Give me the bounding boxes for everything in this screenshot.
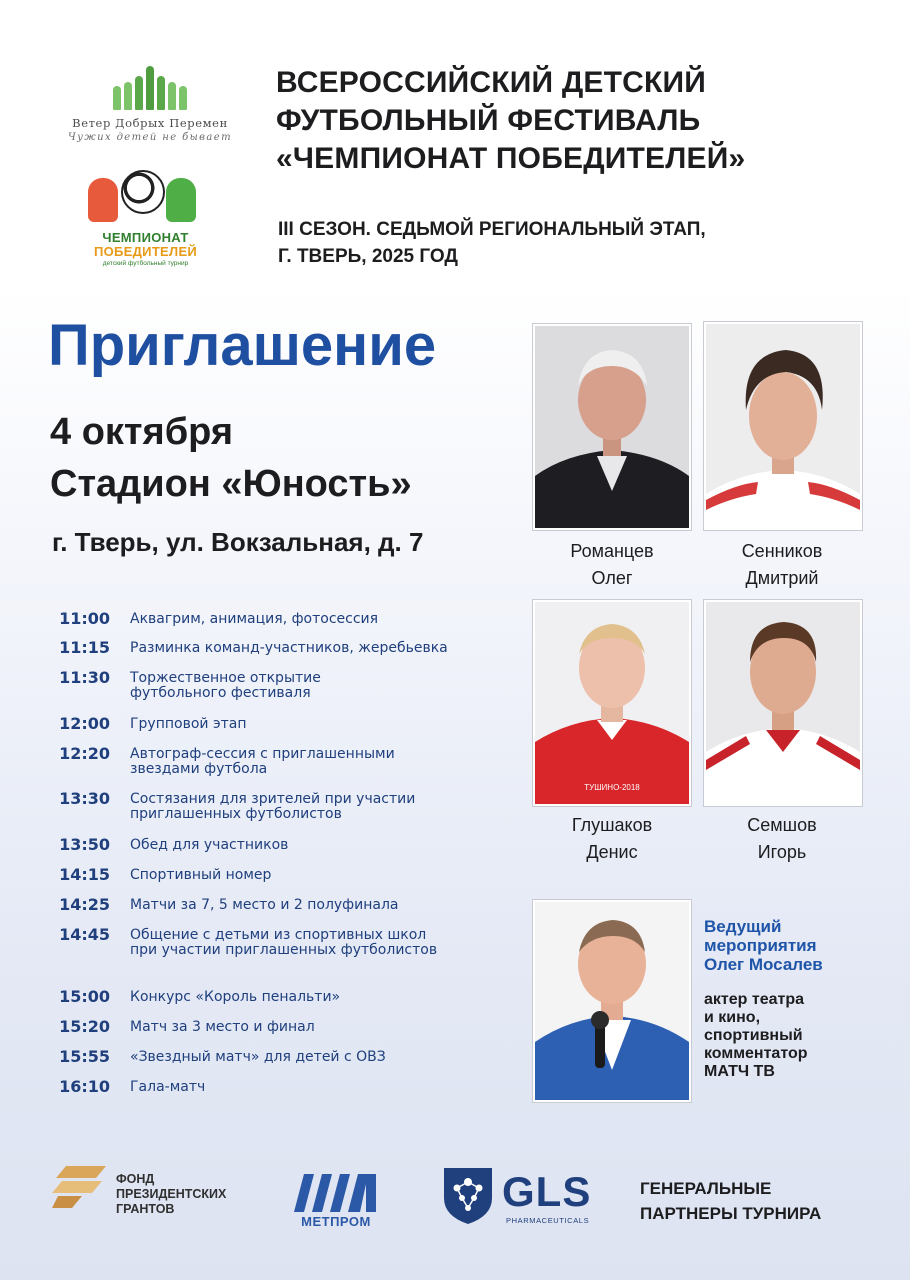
- fond-grants-icon: [52, 1164, 108, 1210]
- metprom-name: МЕТПРОМ: [301, 1214, 371, 1229]
- guest-firstname: Дмитрий: [745, 568, 819, 588]
- host-title: [704, 917, 904, 974]
- partners-label-line: ПАРТНЕРЫ ТУРНИРА: [640, 1204, 822, 1223]
- person-portrait-icon: [535, 902, 689, 1100]
- fond-name-line: ФОНД: [116, 1172, 155, 1186]
- schedule-text: Автограф-сессия с приглашенными звездами футбола: [130, 746, 395, 777]
- partners-label-line: ГЕНЕРАЛЬНЫЕ: [640, 1179, 772, 1198]
- host-description: [704, 991, 904, 1081]
- schedule-text: Разминка команд-участников, жеребьевка: [130, 640, 448, 656]
- fond-logo: [52, 1160, 262, 1230]
- schedule-item: [40, 713, 530, 743]
- person-portrait-icon: [706, 602, 860, 804]
- schedule-text: Общение с детьми из спортивных школ при участии приглашенных футболистов: [130, 927, 438, 958]
- guest-surname: Семшов: [747, 815, 817, 835]
- festival-subtitle: [278, 216, 898, 270]
- guest-photo: [533, 324, 691, 530]
- schedule-item: [40, 637, 530, 667]
- schedule-item: [40, 1046, 530, 1076]
- schedule-item: [40, 1016, 530, 1046]
- schedule: [40, 608, 530, 1106]
- gls-name: GLS: [502, 1168, 592, 1215]
- guest-firstname: Олег: [591, 568, 633, 588]
- event-venue: Стадион «Юность»: [50, 463, 412, 505]
- festival-subtitle-line: Г. ТВЕРЬ, 2025 ГОД: [278, 246, 458, 267]
- children-figures-icon: [55, 62, 245, 110]
- org-logo: [55, 62, 245, 143]
- host-description-line: МАТЧ ТВ: [704, 1063, 775, 1080]
- festival-title: [276, 64, 896, 178]
- host-description-line: комментатор: [704, 1045, 808, 1062]
- schedule-text: Групповой этап: [130, 716, 247, 732]
- guest-photo: [704, 600, 862, 806]
- guest-name: [532, 538, 692, 592]
- schedule-time: 11:30: [59, 668, 110, 687]
- person-portrait-icon: [706, 324, 860, 528]
- guest-name: [702, 812, 862, 866]
- schedule-text: Состязания для зрителей при участии приглашенных футболистов: [130, 791, 416, 822]
- tournament-logo-line1: ЧЕМПИОНАТ: [102, 230, 189, 245]
- guest-surname: Романцев: [570, 541, 654, 561]
- fond-name-line: ГРАНТОВ: [116, 1202, 175, 1216]
- schedule-item: [40, 608, 530, 637]
- schedule-time: 15:55: [59, 1047, 110, 1066]
- schedule-item: [40, 986, 530, 1016]
- schedule-text: «Звездный матч» для детей с ОВЗ: [130, 1049, 386, 1065]
- schedule-time: 14:25: [59, 895, 110, 914]
- metprom-mark-icon: [290, 1170, 382, 1214]
- schedule-time: 14:15: [59, 865, 110, 884]
- guest-photo: [533, 600, 691, 806]
- person-portrait-icon: [535, 326, 689, 528]
- schedule-text: Матч за 3 место и финал: [130, 1019, 315, 1035]
- host-description-line: спортивный: [704, 1027, 803, 1044]
- schedule-time: 12:00: [59, 714, 110, 733]
- child-player-icon: [88, 178, 118, 222]
- football-icon: [121, 170, 165, 214]
- schedule-item: [40, 788, 530, 834]
- schedule-time: 12:20: [59, 744, 110, 763]
- schedule-item: [40, 1076, 530, 1106]
- festival-subtitle-line: III СЕЗОН. СЕДЬМОЙ РЕГИОНАЛЬНЫЙ ЭТАП,: [278, 219, 706, 240]
- schedule-item: [40, 667, 530, 713]
- host-title-line: мероприятия: [704, 936, 817, 955]
- guest-name: [532, 812, 692, 866]
- host-title-line: Олег Мосалев: [704, 955, 823, 974]
- schedule-text: Матчи за 7, 5 место и 2 полуфинала: [130, 897, 399, 913]
- schedule-text: Гала-матч: [130, 1079, 206, 1095]
- partners-label: [640, 1176, 900, 1226]
- schedule-text: Конкурс «Король пенальти»: [130, 989, 341, 1005]
- festival-title-line: «ЧЕМПИОНАТ ПОБЕДИТЕЛЕЙ»: [276, 142, 746, 175]
- event-date: 4 октября: [50, 411, 234, 453]
- host-photo: [533, 900, 691, 1102]
- guest-name: [702, 538, 862, 592]
- host-description-line: актер театра: [704, 991, 804, 1008]
- schedule-time: 16:10: [59, 1077, 110, 1096]
- schedule-time: 15:20: [59, 1017, 110, 1036]
- schedule-time: 14:45: [59, 925, 110, 944]
- schedule-text: Спортивный номер: [130, 867, 272, 883]
- tournament-logo-line2: ПОБЕДИТЕЛЕЙ: [93, 244, 198, 259]
- tournament-logo-line3: детский футбольный турнир: [102, 260, 189, 267]
- gls-subtitle: PHARMACEUTICALS: [506, 1216, 590, 1225]
- schedule-item: [40, 743, 530, 788]
- metprom-logo: [290, 1170, 382, 1232]
- festival-title-line: ФУТБОЛЬНЫЙ ФЕСТИВАЛЬ: [276, 104, 701, 137]
- person-portrait-icon: [535, 602, 689, 804]
- fond-name-line: ПРЕЗИДЕНТСКИХ: [116, 1187, 227, 1201]
- fond-name: [116, 1172, 226, 1217]
- child-player-icon: [166, 178, 196, 222]
- schedule-time: 15:00: [59, 987, 110, 1006]
- schedule-item: [40, 924, 530, 986]
- schedule-item: [40, 864, 530, 894]
- guest-firstname: Денис: [586, 842, 638, 862]
- org-name: Ветер Добрых Перемен: [72, 116, 228, 130]
- schedule-item: [40, 834, 530, 864]
- gls-shield-icon: [440, 1164, 496, 1226]
- guest-photo: [704, 322, 862, 530]
- guest-surname: Сенников: [741, 541, 823, 561]
- event-address: г. Тверь, ул. Вокзальная, д. 7: [52, 527, 424, 557]
- tournament-logo: [88, 168, 203, 273]
- schedule-time: 11:15: [59, 638, 110, 657]
- guest-firstname: Игорь: [757, 842, 807, 862]
- host-title-line: Ведущий: [704, 917, 782, 936]
- jersey-text: ТУШИНО-2018: [584, 783, 640, 792]
- host-description-line: и кино,: [704, 1009, 761, 1026]
- schedule-text: Обед для участников: [130, 837, 289, 853]
- schedule-text: Аквагрим, анимация, фотосессия: [130, 611, 379, 627]
- gls-logo: [440, 1164, 600, 1230]
- invitation-heading: Приглашение: [48, 313, 437, 378]
- schedule-time: 13:30: [59, 789, 110, 808]
- schedule-text: Торжественное открытие футбольного фестиваля: [130, 670, 321, 701]
- event-date-venue: [50, 406, 412, 510]
- guest-surname: Глушаков: [571, 815, 653, 835]
- org-tagline: Чужих детей не бывает: [68, 132, 232, 143]
- schedule-time: 11:00: [59, 609, 110, 628]
- schedule-item: [40, 894, 530, 924]
- schedule-time: 13:50: [59, 835, 110, 854]
- festival-title-line: ВСЕРОССИЙСКИЙ ДЕТСКИЙ: [276, 66, 707, 99]
